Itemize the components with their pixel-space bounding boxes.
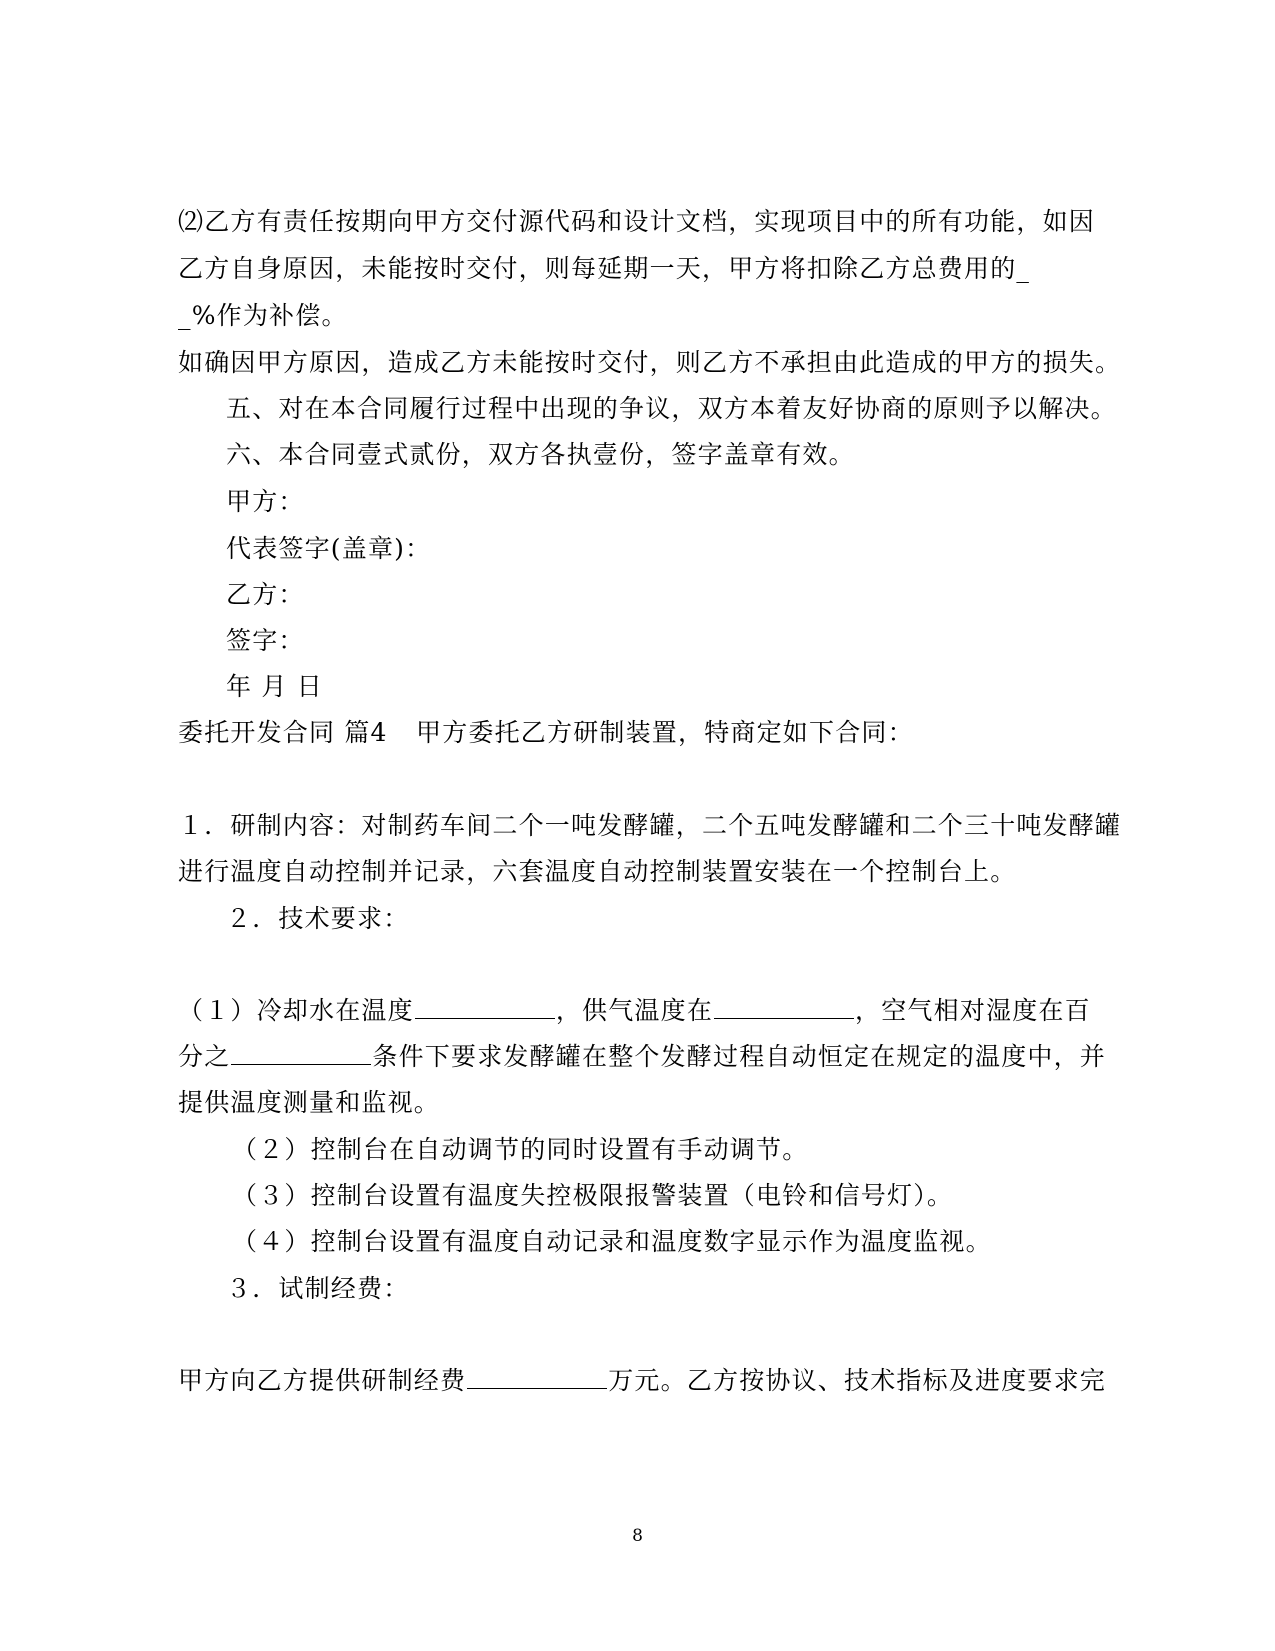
requirement-1-line [178, 1041, 1106, 1073]
fill-blank [231, 1042, 371, 1065]
section-intro: 甲方委托乙方研制装置，特商定如下合同： [416, 718, 914, 747]
requirement-1-line [178, 995, 1091, 1027]
text-segment: 分之 [178, 1042, 231, 1071]
text-segment: ，空气相对湿度在百 [855, 996, 1091, 1025]
paragraph-line: ⑵乙方有责任按期向甲方交付源代码和设计文档，实现项目中的所有功能，如因 [178, 207, 1096, 236]
party-a-label: 甲方： [226, 487, 305, 516]
clause-six: 六、本合同壹式贰份，双方各执壹份，签字盖章有效。 [226, 440, 855, 469]
paragraph-line: _%作为补偿。 [178, 301, 348, 330]
requirement-4: （４）控制台设置有温度自动记录和温度数字显示作为温度监视。 [232, 1227, 992, 1256]
party-b-label: 乙方： [226, 580, 305, 609]
text-segment: ，供气温度在 [555, 996, 714, 1025]
requirement-1-line: 提供温度测量和监视。 [178, 1088, 441, 1117]
paragraph-line: 如确因甲方原因，造成乙方未能按时交付，则乙方不承担由此造成的甲方的损失。 [178, 348, 1122, 377]
requirement-2: （２）控制台在自动调节的同时设置有手动调节。 [232, 1135, 809, 1164]
fill-blank [714, 996, 854, 1019]
signature-label: 签字： [226, 626, 305, 655]
item-1-line: １．研制内容：对制药车间二个一吨发酵罐，二个五吨发酵罐和二个三十吨发酵罐 [178, 811, 1122, 840]
item-1-line: 进行温度自动控制并记录，六套温度自动控制装置安装在一个控制台上。 [178, 857, 1017, 886]
date-label: 年 月 日 [226, 672, 323, 701]
text-segment: （１）冷却水在温度 [178, 996, 414, 1025]
fill-blank [415, 996, 555, 1019]
representative-signature-label: 代表签字(盖章)： [226, 534, 432, 563]
item-2-heading: ２．技术要求： [226, 904, 410, 933]
item-3-heading: ３．试制经费： [226, 1274, 410, 1303]
page-number: 8 [632, 1526, 643, 1546]
text-segment: 甲方向乙方提供研制经费 [178, 1366, 467, 1395]
fill-blank [467, 1366, 607, 1389]
funding-line [178, 1365, 1106, 1397]
requirement-3: （３）控制台设置有温度失控极限报警装置（电铃和信号灯）。 [232, 1181, 954, 1210]
section-title: 委托开发合同 篇4 [178, 718, 388, 747]
text-segment: 条件下要求发酵罐在整个发酵过程自动恒定在规定的温度中，并 [372, 1042, 1107, 1071]
clause-five: 五、对在本合同履行过程中出现的争议，双方本着友好协商的原则予以解决。 [226, 394, 1117, 423]
text-segment: 万元。乙方按协议、技术指标及进度要求完 [608, 1366, 1107, 1395]
paragraph-line: 乙方自身原因，未能按时交付，则每延期一天，甲方将扣除乙方总费用的_ [178, 254, 1031, 283]
